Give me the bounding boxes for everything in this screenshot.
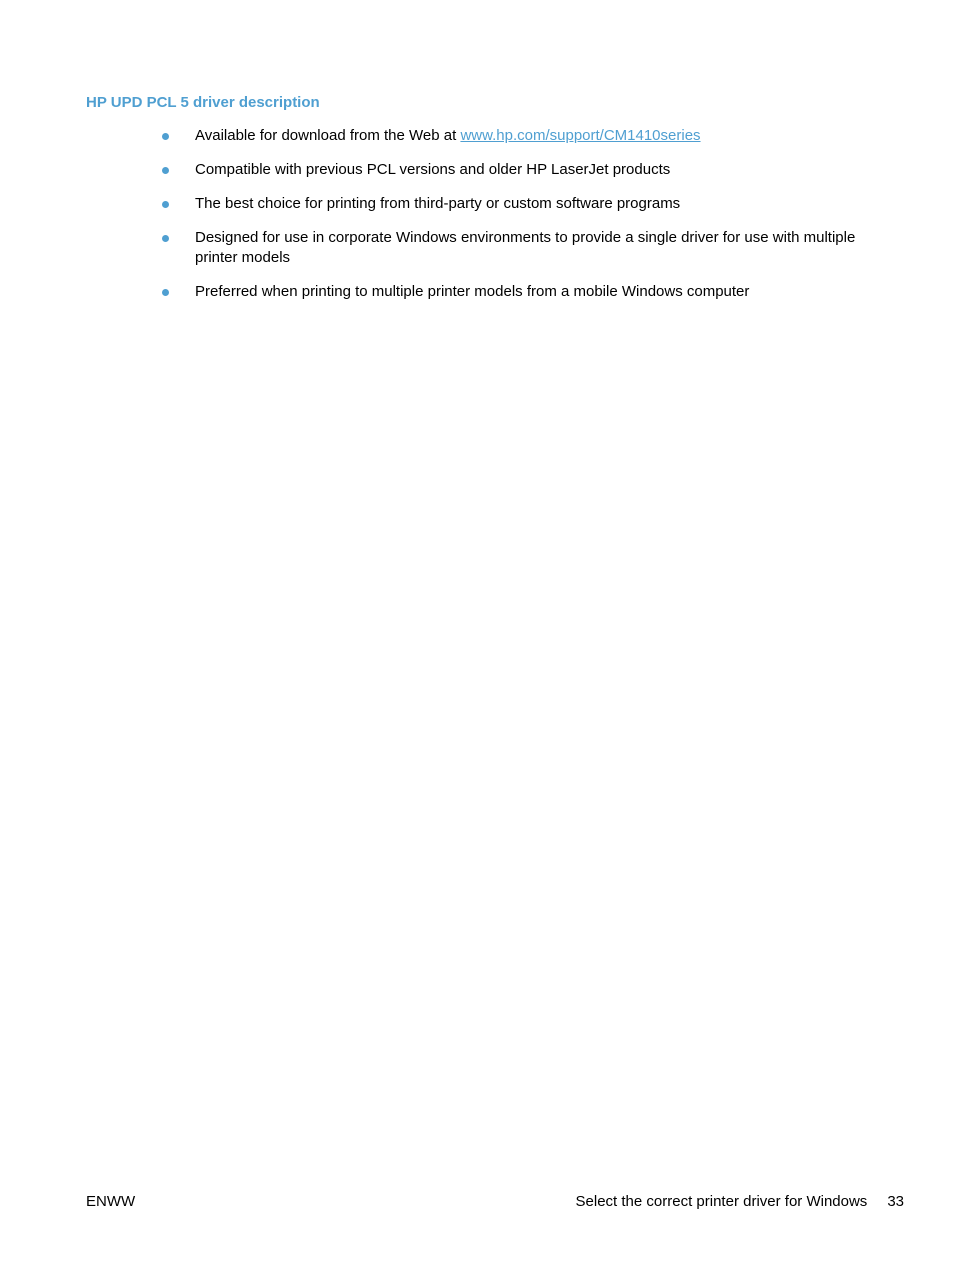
page-number: 33 bbox=[887, 1193, 904, 1210]
section-heading: HP UPD PCL 5 driver description bbox=[86, 94, 320, 111]
footer-label: ENWW bbox=[86, 1193, 136, 1210]
list-item bbox=[160, 126, 900, 146]
bullet-icon bbox=[162, 235, 169, 242]
list-item bbox=[160, 194, 900, 214]
list-item bbox=[160, 228, 900, 268]
bullet-text: Designed for use in corporate Windows environments to provide a single driver for use with multiple printer models bbox=[195, 229, 856, 266]
footer-chapter-title: Select the correct printer driver for Windows bbox=[575, 1193, 868, 1210]
bullet-list bbox=[160, 126, 900, 316]
list-item bbox=[160, 160, 900, 180]
bullet-text: The best choice for printing from third-party or custom software programs bbox=[195, 195, 681, 212]
support-link[interactable]: www.hp.com/support/CM1410series bbox=[460, 127, 701, 144]
bullet-text: Preferred when printing to multiple printer models from a mobile Windows computer bbox=[195, 283, 750, 300]
bullet-icon bbox=[162, 167, 169, 174]
bullet-icon bbox=[162, 133, 169, 140]
bullet-icon bbox=[162, 289, 169, 296]
footer-chapter bbox=[576, 1193, 904, 1210]
list-item bbox=[160, 282, 900, 302]
bullet-text: Compatible with previous PCL versions and older HP LaserJet products bbox=[195, 161, 671, 178]
bullet-text: Available for download from the Web at bbox=[195, 127, 461, 144]
bullet-icon bbox=[162, 201, 169, 208]
